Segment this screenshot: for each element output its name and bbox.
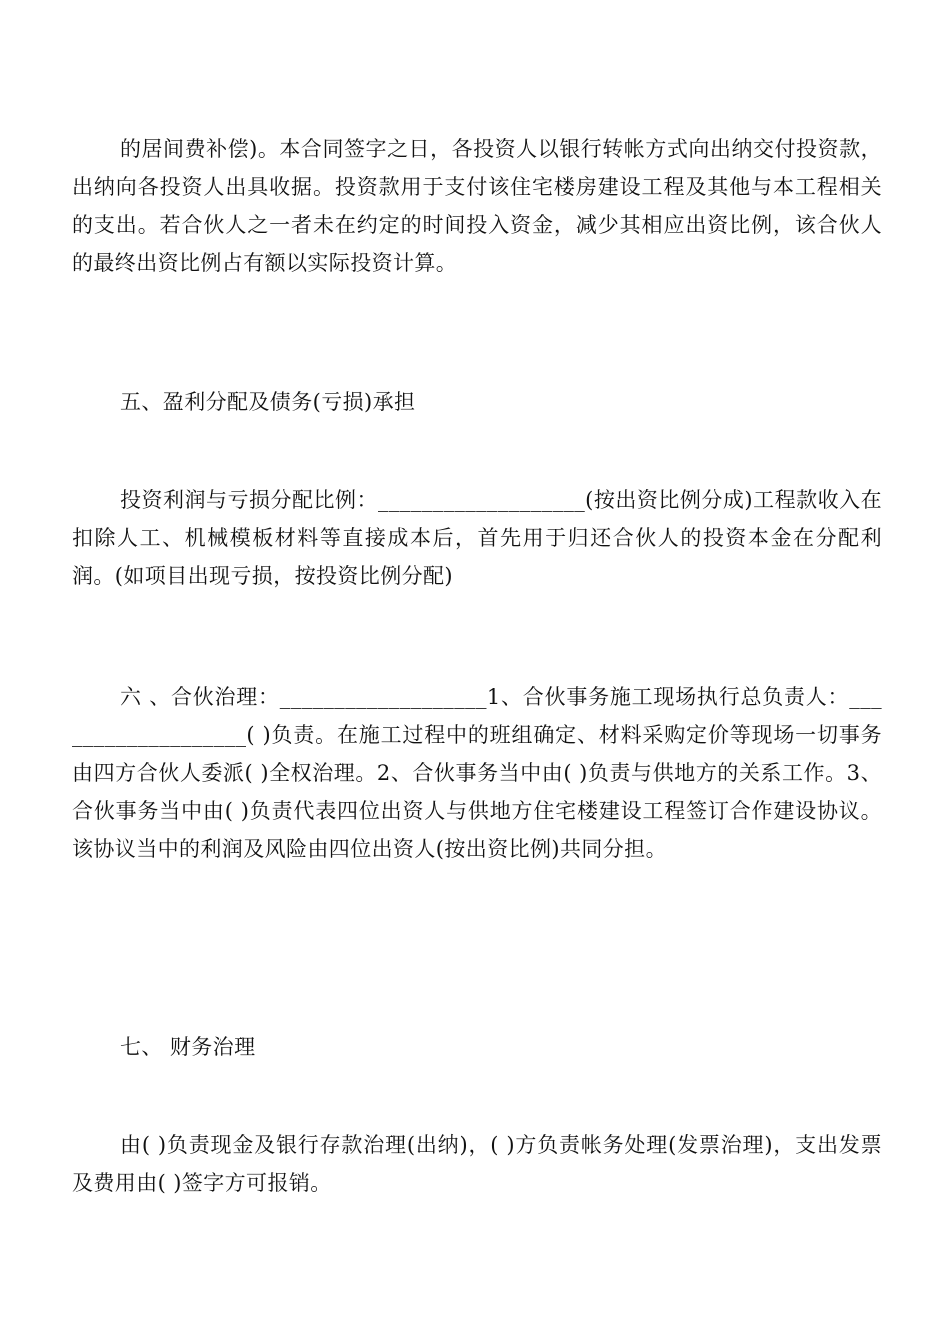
paragraph-financial-responsibility: 由( )负责现金及银行存款治理(出纳)，( )方负责帐务处理(发票治理)，支出发票及费用由( )签字方可报销。	[72, 1133, 882, 1195]
paragraph-profit-ratio: 投资利润与亏损分配比例：___________________(按出资比例分成)工程款收入在扣除人工、机械模板材料等直接成本后，首先用于归还合伙人的投资本金在分配利润。(如项目出现亏损，按投资比例分配)	[72, 488, 882, 588]
section-heading-financial-management: 七、 财务治理	[120, 1035, 256, 1059]
paragraph-investment-payment: 的居间费补偿)。本合同签字之日，各投资人以银行转帐方式向出纳交付投资款，出纳向各投资人出具收据。投资款用于支付该住宅楼房建设工程及其他与本工程相关的支出。若合伙人之一者未在约定的时间投入资金，减少其相应出资比例，该合伙人的最终出资比例占有额以实际投资计算。	[72, 137, 882, 275]
section-heading-profit-distribution: 五、盈利分配及债务(亏损)承担	[120, 390, 416, 414]
paragraph-partnership-management: 六 、合伙治理：___________________1、合伙事务施工现场执行总负责人：___________________( )负责。在施工过程中的班组确定、材料采购定价等现场一切事务由四方合伙人委派( )全权治理。2、合伙事务当中由( )负责与供地方的关系工作。3、合伙事务当中由( )负责代表四位出资人与供地方住宅楼建设工程签订合作建设协议。该协议当中的利润及风险由四位出资人(按出资比例)共同分担。	[72, 685, 882, 861]
